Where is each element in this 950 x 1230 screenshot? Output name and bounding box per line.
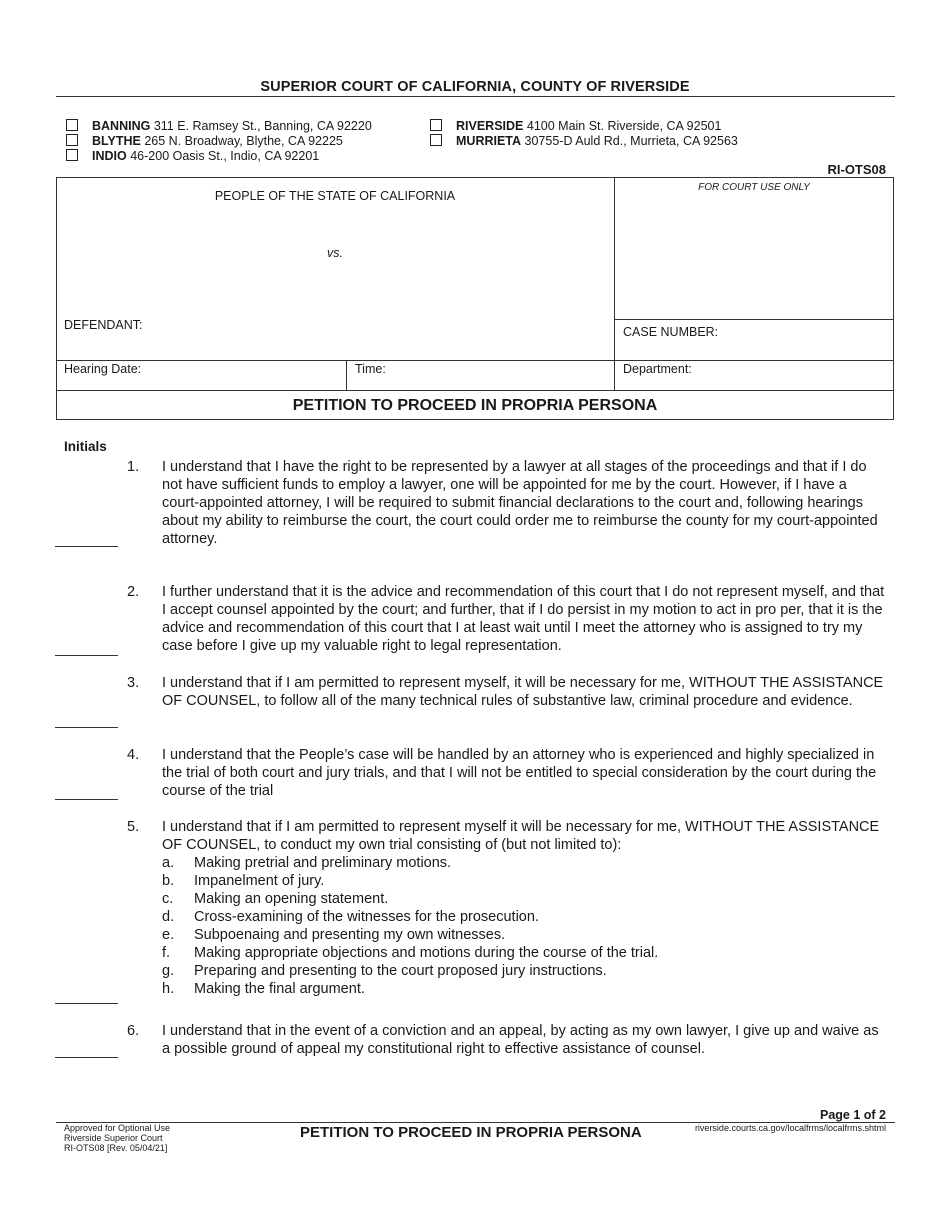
initials-line[interactable] [55,546,118,547]
location-list-right [430,119,738,149]
caption-divider [56,390,894,391]
initials-line[interactable] [55,655,118,656]
murrieta-checkbox[interactable] [430,134,442,146]
sub-item: a. Making pretrial and preliminary motions. [162,855,452,871]
footer-title: PETITION TO PROCEED IN PROPRIA PERSONA [300,1124,642,1141]
case-number-field[interactable]: CASE NUMBER: [623,325,719,339]
list-item: 1. I understand that I have the right to be represented by a lawyer at all stages of the proceedings and that if I do not have sufficient funds to employ a lawyer, one will be appointed for me by the court. However, if I have a court-appointed attorney, I will be required to submit financial declarations to the court and, following hearings about my ability to reimburse the court, the court could order me to reimburse the county for my court-appointed attorney. [127,459,878,547]
hearing-date-field[interactable]: Hearing Date: [64,362,142,376]
list-item: 3. I understand that if I am permitted to represent myself, it will be necessary for me, WITHOUT THE ASSISTANCE OF COUNSEL, to follow all of the many technical rules of substantive law, criminal procedure and evidence. [127,675,884,709]
form-id: RI-OTS08 [827,162,886,177]
location-riverside: RIVERSIDE 4100 Main St. Riverside, CA 92501 [430,119,738,134]
list-item: 5. I understand that if I am permitted to represent myself it will be necessary for me, WITHOUT THE ASSISTANCE OF COUNSEL, to conduct my own trial consisting of (but not limited to): a. Making pretrial and preliminary motions. b. Impanelment of jury. c. Making an opening statement. d. Cross-examining of the witnesses for the prosecution. e. Subpoenaing and presenting my own witnesses. f. Making appropriate objections and motions during the course of the trial. g. Preparing and presenting to the court proposed jury instructions. h. Making the final argument. [127,818,887,998]
initials-line[interactable] [55,1057,118,1058]
initials-heading: Initials [64,439,107,454]
location-blythe: BLYTHE 265 N. Broadway, Blythe, CA 92225 [66,134,372,149]
sub-item: c. Making an opening statement. [162,891,389,907]
sub-item: d. Cross-examining of the witnesses for the prosecution. [162,909,539,925]
caption-divider [614,319,894,320]
sub-item: e. Subpoenaing and presenting my own witnesses. [162,927,506,943]
sub-item: b. Impanelment of jury. [162,873,325,889]
caption-divider [346,360,347,390]
location-indio: INDIO 46-200 Oasis St., Indio, CA 92201 [66,149,372,164]
defendant-field[interactable]: DEFENDANT: [64,318,143,332]
banning-checkbox[interactable] [66,119,78,131]
list-item: 6. I understand that in the event of a conviction and an appeal, by acting as my own lawyer, I give up and waive as a possible ground of appeal my constitutional right to effective assistance of counsel. [127,1023,879,1057]
caption-box [56,177,894,420]
sub-item: g. Preparing and presenting to the court proposed jury instructions. [162,963,607,979]
sub-item: h. Making the final argument. [162,981,365,997]
location-list-left [66,119,372,164]
caption-divider [56,360,894,361]
time-field[interactable]: Time: [355,362,386,376]
initials-line[interactable] [55,1003,118,1004]
sub-item: f. Making appropriate objections and motions during the course of the trial. [162,945,659,961]
department-field[interactable]: Department: [623,362,692,376]
people-label: PEOPLE OF THE STATE OF CALIFORNIA [214,189,456,203]
initials-line[interactable] [55,727,118,728]
list-item: 2. I further understand that it is the advice and recommendation of this court that I do not represent myself, and that I accept counsel appointed by the court; and further, that if I do persist in my motion to act in pro per, that it is the advice and recommendation of this court that I at least wait until I meet the attorney who is assigned to try my case before I give up my valuable right to legal representation. [127,584,885,654]
list-item: 4. I understand that the People’s case will be handled by an attorney who is experienced and highly specialized in the trial of both court and jury trials, and that I will not be entitled to special consideration by the court during the course of the trial [127,747,877,799]
caption-divider [614,177,615,390]
riverside-checkbox[interactable] [430,119,442,131]
indio-checkbox[interactable] [66,149,78,161]
page-number: Page 1 of 2 [820,1108,886,1122]
court-use-label: FOR COURT USE ONLY [698,182,810,193]
blythe-checkbox[interactable] [66,134,78,146]
initials-line[interactable] [55,799,118,800]
petition-title: PETITION TO PROCEED IN PROPRIA PERSONA [292,397,658,414]
location-banning: BANNING 311 E. Ramsey St., Banning, CA 92220 [66,119,372,134]
location-murrieta: MURRIETA 30755-D Auld Rd., Murrieta, CA 92563 [430,134,738,149]
footer-url: riverside.courts.ca.gov/localfrms/localfrms.shtml [694,1123,886,1133]
vs-label: vs. [327,246,343,260]
court-title: SUPERIOR COURT OF CALIFORNIA, COUNTY OF RIVERSIDE [260,79,690,95]
approval-note: Approved for Optional Use Riverside Superior Court RI-OTS08 [Rev. 05/04/21] [64,1123,171,1153]
header-divider [56,96,895,97]
